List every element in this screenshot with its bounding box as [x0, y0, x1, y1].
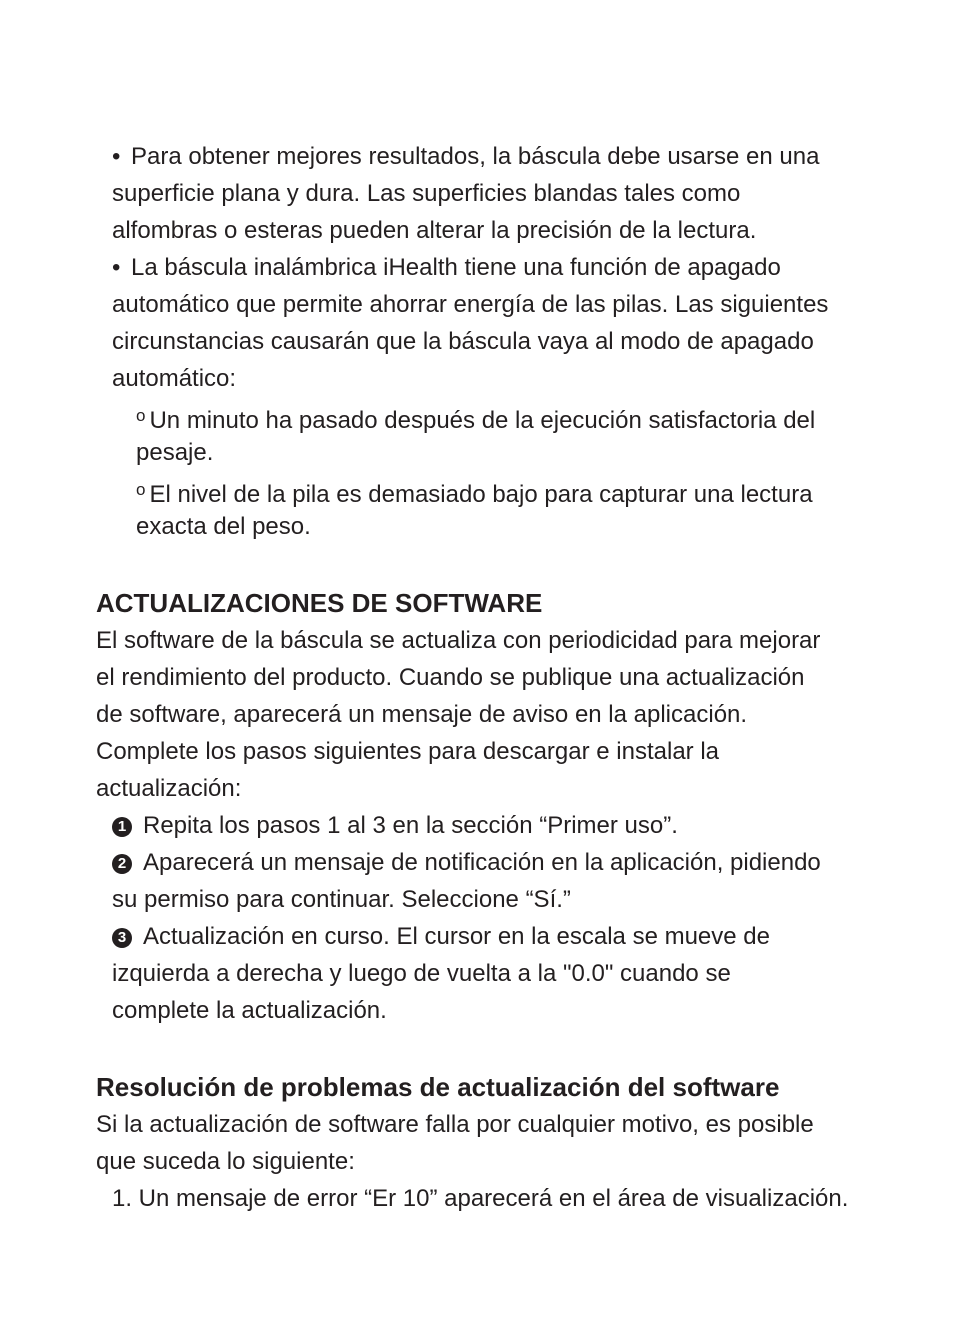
bullet-2-line-3: circunstancias causarán que la báscula vaya al modo de apagado — [112, 328, 814, 355]
paragraph-line: actualización: — [96, 775, 242, 802]
bullet-2-line-1 — [96, 249, 886, 286]
step-3-line-2: izquierda a derecha y luego de vuelta a la "0.0" cuando se — [112, 960, 731, 987]
bullet-1-text: Para obtener mejores resultados, la báscula debe usarse en una — [131, 143, 820, 170]
paragraph-line: el rendimiento del producto. Cuando se publique una actualización — [96, 664, 805, 691]
paragraph-line: Complete los pasos siguientes para descargar e instalar la — [96, 738, 720, 765]
sub-item-2-line-2: exacta del peso. — [136, 513, 311, 540]
bullet-marker: • — [112, 254, 121, 281]
step-1-line-1 — [96, 807, 886, 844]
paragraph-line: de software, aparecerá un mensaje de aviso en la aplicación. — [96, 701, 748, 728]
bullet-marker: • — [112, 143, 121, 170]
bullet-2-line-2: automático que permite ahorrar energía de las pilas. Las siguientes — [112, 291, 829, 318]
bullet-1-line-1 — [96, 138, 886, 175]
step-2-text: Aparecerá un mensaje de notificación en la aplicación, pidiendo — [143, 849, 821, 876]
bullet-2-text: La báscula inalámbrica iHealth tiene una función de apagado — [131, 254, 781, 281]
software-updates-section — [96, 585, 886, 1029]
intro-bullets — [96, 138, 886, 545]
step-3-number-icon: 3 — [112, 928, 132, 948]
sub-item-2-line-1 — [96, 471, 886, 508]
sub-item-1-text: Un minuto ha pasado después de la ejecución satisfactoria del — [149, 407, 816, 434]
bullet-2-line-4: automático: — [112, 365, 237, 392]
sub-item-1-line-2: pesaje. — [136, 439, 214, 466]
sub-item-2-text: El nivel de la pila es demasiado bajo para capturar una lectura — [149, 481, 813, 508]
step-3-text: Actualización en curso. El cursor en la escala se mueve de — [143, 923, 770, 950]
step-2-line-1 — [96, 844, 886, 881]
paragraph-line: El software de la báscula se actualiza con periodicidad para mejorar — [96, 627, 821, 654]
software-updates-heading: ACTUALIZACIONES DE SOFTWARE — [96, 588, 543, 618]
step-1-number-icon: 1 — [112, 817, 132, 837]
troubleshooting-section — [96, 1069, 886, 1217]
step-3-line-1 — [96, 918, 886, 955]
step-1-text: Repita los pasos 1 al 3 en la sección “Primer uso”. — [143, 812, 678, 839]
bullet-1-line-2: superficie plana y dura. Las superficies blandas tales como — [112, 180, 741, 207]
troubleshooting-heading: Resolución de problemas de actualización del software — [96, 1072, 780, 1102]
sub-item-marker: o — [136, 406, 146, 425]
step-2-line-2: su permiso para continuar. Seleccione “Sí.” — [112, 886, 571, 913]
paragraph-line: que suceda lo siguiente: — [96, 1148, 355, 1175]
step-2-number-icon: 2 — [112, 854, 132, 874]
troubleshooting-item-1: 1. Un mensaje de error “Er 10” aparecerá en el área de visualización. — [112, 1185, 849, 1212]
sub-item-marker: o — [136, 480, 146, 499]
bullet-1-line-3: alfombras o esteras pueden alterar la precisión de la lectura. — [112, 217, 757, 244]
step-3-line-3: complete la actualización. — [112, 997, 387, 1024]
paragraph-line: Si la actualización de software falla por cualquier motivo, es posible — [96, 1111, 814, 1138]
sub-item-1-line-1 — [96, 397, 886, 434]
